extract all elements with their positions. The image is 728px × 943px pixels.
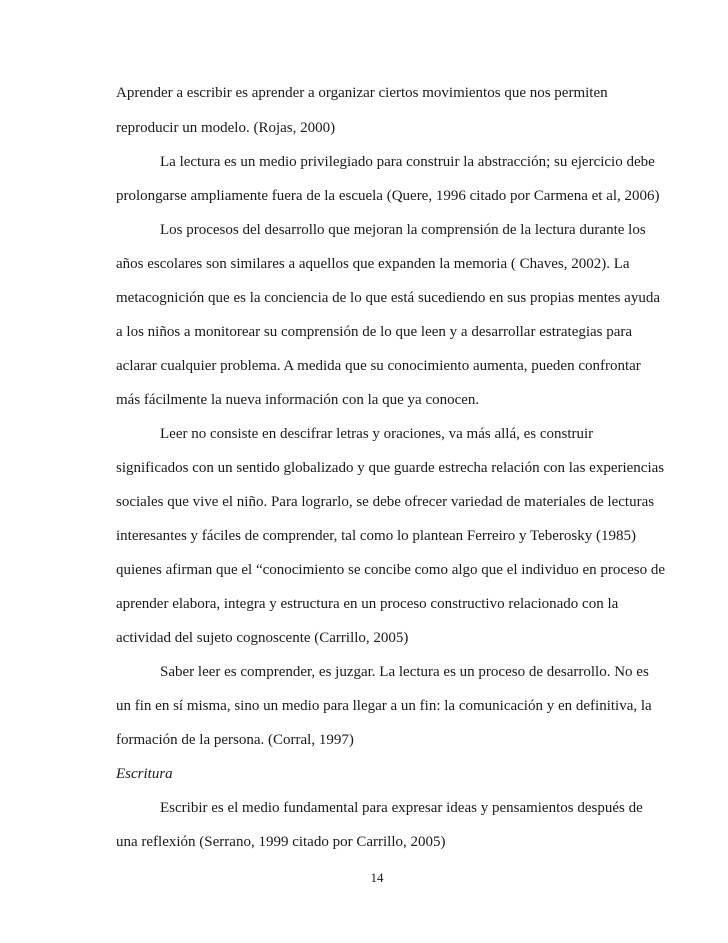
text-line-13: sociales que vive el niño. Para lograrlo, se debe ofrecer variedad de materiales de lecturas [116, 494, 655, 510]
text-line-17: actividad del sujeto cognoscente (Carrillo, 2005) [116, 630, 409, 646]
text-line-2: reproducir un modelo. (Rojas, 2000) [116, 120, 336, 136]
text-line-12: significados con un sentido globalizado y que guarde estrecha relación con las experiencias [116, 460, 665, 476]
section-heading-escritura: Escritura [116, 766, 173, 782]
text-line-1: Aprender a escribir es aprender a organizar ciertos movimientos que nos permiten [116, 85, 608, 101]
text-line-8: a los niños a monitorear su comprensión de lo que leen y a desarrollar estrategias para [116, 324, 633, 340]
text-line-15: quienes afirman que el “conocimiento se concibe como algo que el individuo en proceso de [116, 562, 665, 578]
text-line-3: La lectura es un medio privilegiado para construir la abstracción; su ejercicio debe [160, 154, 655, 170]
text-line-18: Saber leer es comprender, es juzgar. La lectura es un proceso de desarrollo. No es [160, 664, 649, 680]
text-line-11: Leer no consiste en descifrar letras y oraciones, va más allá, es construir [160, 426, 594, 442]
page-number: 14 [370, 870, 384, 885]
text-line-6: años escolares son similares a aquellos que expanden la memoria ( Chaves, 2002). La [116, 256, 630, 272]
text-line-19: un fin en sí misma, sino un medio para llegar a un fin: la comunicación y en definitiva, la [116, 698, 652, 714]
text-line-10: más fácilmente la nueva información con la que ya conocen. [116, 392, 480, 408]
text-line-23: una reflexión (Serrano, 1999 citado por Carrillo, 2005) [116, 834, 446, 850]
text-line-4: prolongarse ampliamente fuera de la escuela (Quere, 1996 citado por Carmena et al, 2006) [116, 188, 660, 204]
text-line-20: formación de la persona. (Corral, 1997) [116, 732, 354, 748]
text-line-14: interesantes y fáciles de comprender, tal como lo plantean Ferreiro y Teberosky (1985) [116, 528, 636, 544]
text-line-22: Escribir es el medio fundamental para expresar ideas y pensamientos después de [160, 800, 643, 816]
text-line-9: aclarar cualquier problema. A medida que su conocimiento aumenta, pueden confrontar [116, 358, 641, 374]
text-line-7: metacognición que es la conciencia de lo que está sucediendo en sus propias mentes ayuda [116, 290, 660, 306]
text-line-5: Los procesos del desarrollo que mejoran la comprensión de la lectura durante los [160, 222, 646, 238]
text-line-16: aprender elabora, integra y estructura en un proceso constructivo relacionado con la [116, 596, 619, 612]
